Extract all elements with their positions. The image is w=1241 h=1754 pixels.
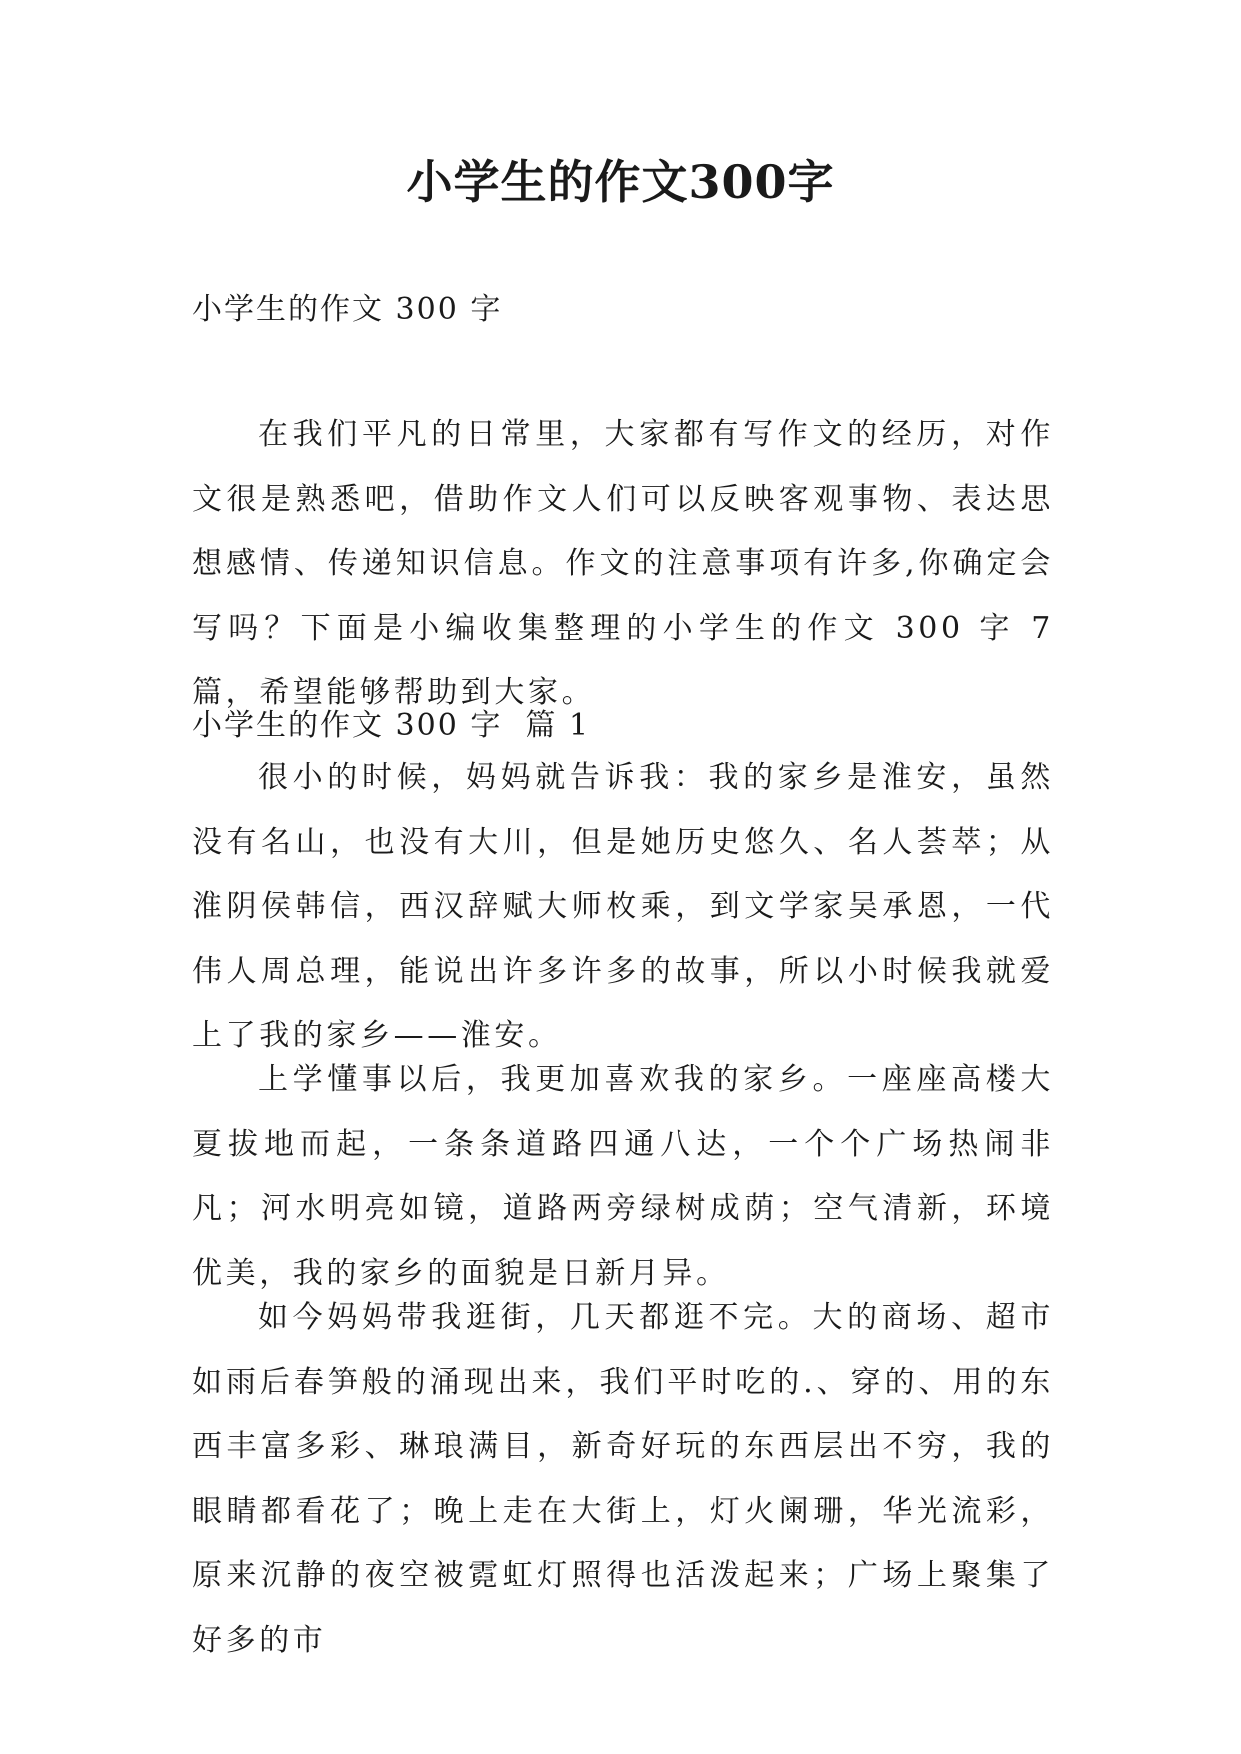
- section-heading-1: 小学生的作文 300 字 篇 1: [192, 708, 591, 743]
- document-subtitle: 小学生的作文 300 字: [192, 292, 503, 327]
- section-1-paragraph-3: 如今妈妈带我逛街，几天都逛不完。大的商场、超市如雨后春笋般的涌现出来，我们平时吃的.、穿的、用的东西丰富多彩、琳琅满目，新奇好玩的东西层出不穷，我的眼睛都看花了；晚上走在大街上，灯火阑珊，华光流彩，原来沉静的夜空被霓虹灯照得也活泼起来；广场上聚集了好多的市: [192, 1300, 1054, 1658]
- section-1-paragraph-2: 上学懂事以后，我更加喜欢我的家乡。一座座高楼大夏拔地而起，一条条道路四通八达，一个个广场热闹非凡；河水明亮如镜，道路两旁绿树成荫；空气清新，环境优美，我的家乡的面貌是日新月异。: [192, 1062, 1054, 1291]
- section-1-paragraph-1: 很小的时候，妈妈就告诉我：我的家乡是淮安，虽然没有名山，也没有大川，但是她历史悠久、名人荟萃；从淮阴侯韩信，西汉辞赋大师枚乘，到文学家吴承恩，一代伟人周总理，能说出许多许多的故事，所以小时候我就爱上了我的家乡——淮安。: [192, 760, 1054, 1053]
- document-title: 小学生的作文300字: [406, 155, 835, 209]
- intro-paragraph: 在我们平凡的日常里，大家都有写作文的经历，对作文很是熟悉吧，借助作文人们可以反映客观事物、表达思想感情、传递知识信息。作文的注意事项有许多,你确定会写吗？下面是小编收集整理的小学生的作文 300 字 7 篇，希望能够帮助到大家。: [192, 417, 1054, 710]
